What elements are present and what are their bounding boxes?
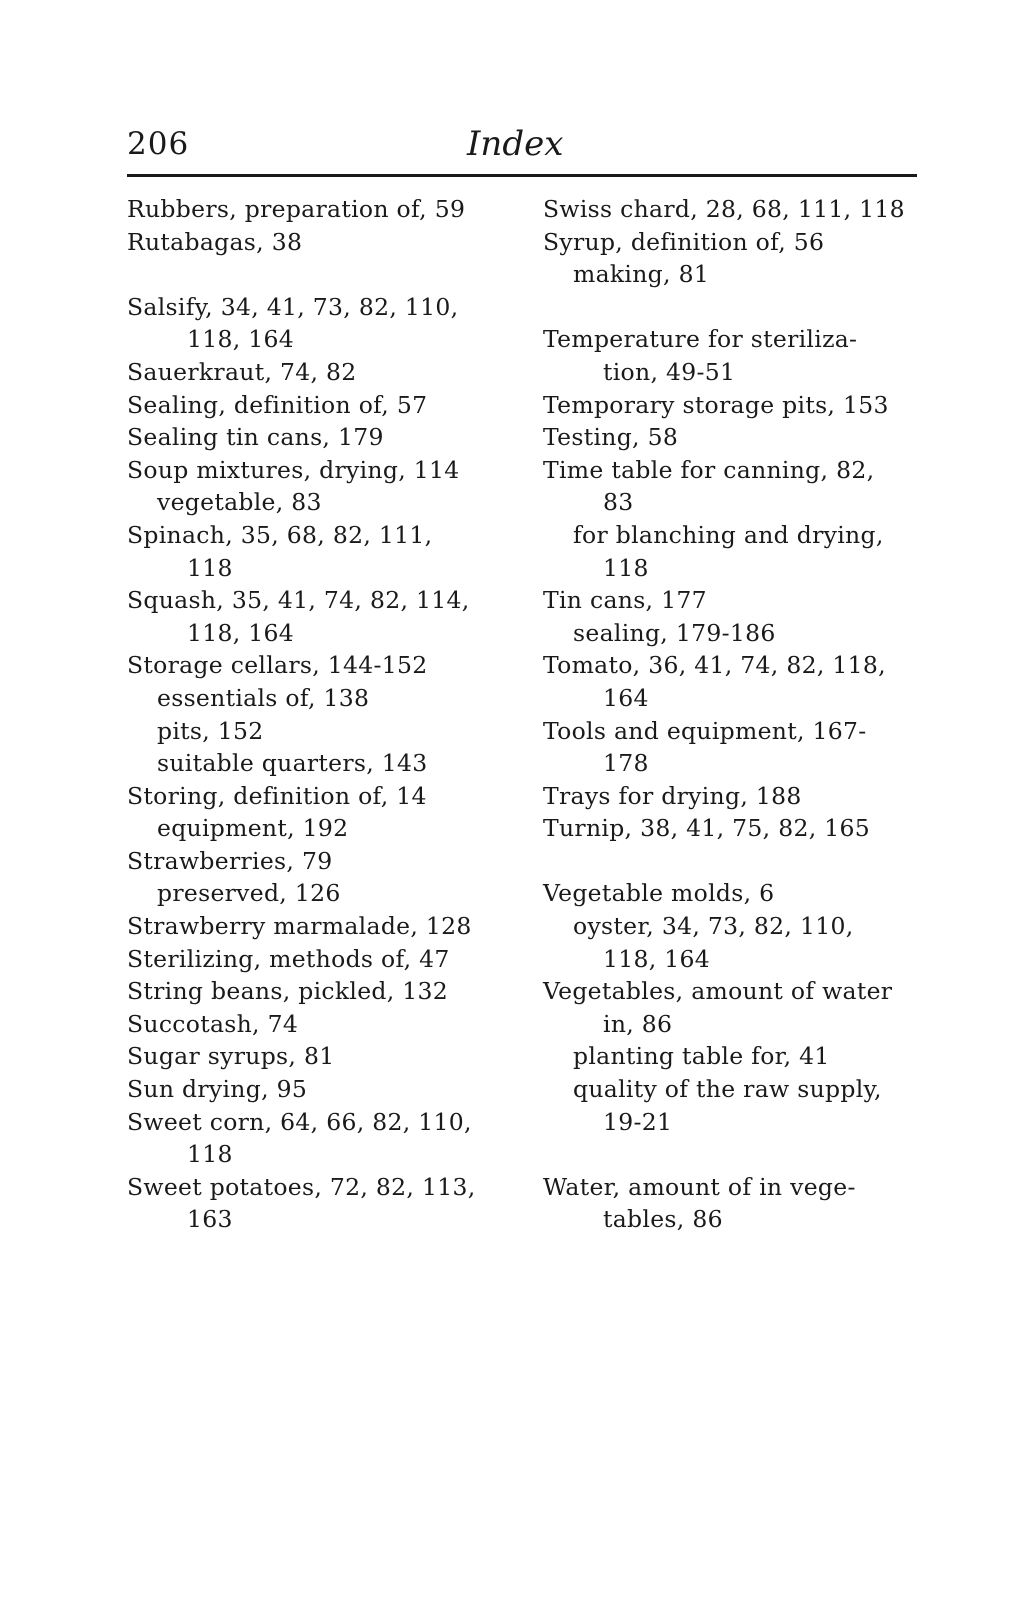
index-entry: Sweet potatoes, 72, 82, 113, (127, 1172, 476, 1201)
index-subentry: for blanching and drying, (573, 520, 884, 549)
index-subentry: oyster, 34, 73, 82, 110, (573, 912, 854, 941)
index-entry-continuation: in, 86 (603, 1009, 673, 1038)
index-entry: Tools and equipment, 167- (543, 716, 867, 745)
index-entry: Spinach, 35, 68, 82, 111, (127, 520, 433, 549)
index-entry: Swiss chard, 28, 68, 111, 118 (543, 195, 905, 223)
index-entry-continuation: tion, 49-51 (603, 357, 736, 386)
index-entry: Vegetable molds, 6 (543, 879, 775, 908)
index-entry: Vegetables, amount of water (543, 977, 893, 1006)
index-gap (543, 1138, 918, 1171)
index-entry: Tin cans, 177 (543, 586, 707, 615)
index-column-right (543, 193, 918, 1236)
index-entry-continuation: 118, 164 (603, 944, 711, 973)
index-gap (543, 291, 918, 324)
index-entry-continuation: 164 (603, 683, 649, 712)
index-entry: Sun drying, 95 (127, 1075, 308, 1104)
index-entry: Syrup, definition of, 56 (543, 227, 825, 256)
index-entry: Time table for canning, 82, (543, 455, 875, 484)
index-subentry: suitable quarters, 143 (157, 749, 428, 778)
index-subentry: essentials of, 138 (157, 683, 370, 712)
page-title: Index (467, 124, 564, 164)
index-gap (127, 258, 512, 291)
index-entry: Tomato, 36, 41, 74, 82, 118, (543, 651, 886, 680)
index-entry-continuation: 118, 164 (187, 618, 295, 647)
index-subentry: vegetable, 83 (157, 488, 322, 517)
index-entry: Water, amount of in vege- (543, 1172, 856, 1201)
index-entry: Temporary storage pits, 153 (543, 390, 889, 419)
index-entry: Storing, definition of, 14 (127, 781, 427, 810)
page-number: 206 (127, 126, 190, 162)
index-column-left (127, 193, 512, 1236)
index-entry-continuation: 163 (187, 1205, 233, 1234)
page-header (127, 124, 917, 174)
index-entry: Rubbers, preparation of, 59 (127, 195, 466, 223)
index-subentry: equipment, 192 (157, 814, 349, 843)
index-gap (543, 845, 918, 878)
index-entry: Strawberries, 79 (127, 846, 333, 875)
index-entry: Soup mixtures, drying, 114 (127, 455, 460, 484)
index-entry-continuation: 118 (187, 553, 233, 582)
index-entry: Testing, 58 (543, 423, 679, 452)
index-subentry: preserved, 126 (157, 879, 341, 908)
index-subentry: making, 81 (573, 260, 710, 289)
index-entry: Succotash, 74 (127, 1009, 299, 1038)
index-entry-continuation: 118 (603, 553, 649, 582)
index-entry-continuation: tables, 86 (603, 1205, 723, 1234)
index-entry: Sugar syrups, 81 (127, 1042, 335, 1071)
index-subentry: pits, 152 (157, 716, 264, 745)
index-entry: String beans, pickled, 132 (127, 977, 449, 1006)
index-entry: Salsify, 34, 41, 73, 82, 110, (127, 292, 459, 321)
index-entry-continuation: 178 (603, 749, 649, 778)
index-entry: Sauerkraut, 74, 82 (127, 357, 357, 386)
index-entry: Sterilizing, methods of, 47 (127, 944, 450, 973)
index-entry: Sealing tin cans, 179 (127, 423, 384, 452)
index-entry-continuation: 118, 164 (187, 325, 295, 354)
index-entry: Rutabagas, 38 (127, 227, 303, 256)
index-entry: Squash, 35, 41, 74, 82, 114, (127, 586, 470, 615)
index-subentry: planting table for, 41 (573, 1042, 830, 1071)
header-rule (127, 174, 917, 177)
index-entry: Temperature for steriliza- (543, 325, 858, 354)
index-entry-continuation: 83 (603, 488, 634, 517)
index-entry-continuation: 19-21 (603, 1107, 673, 1136)
index-subentry: sealing, 179-186 (573, 618, 776, 647)
index-entry: Storage cellars, 144-152 (127, 651, 428, 680)
index-entry: Sealing, definition of, 57 (127, 390, 428, 419)
index-entry: Strawberry marmalade, 128 (127, 912, 472, 941)
index-entry-continuation: 118 (187, 1140, 233, 1169)
index-subentry: quality of the raw supply, (573, 1075, 882, 1104)
index-entry: Trays for drying, 188 (543, 781, 802, 810)
index-entry: Turnip, 38, 41, 75, 82, 165 (543, 814, 871, 843)
index-entry: Sweet corn, 64, 66, 82, 110, (127, 1107, 472, 1136)
